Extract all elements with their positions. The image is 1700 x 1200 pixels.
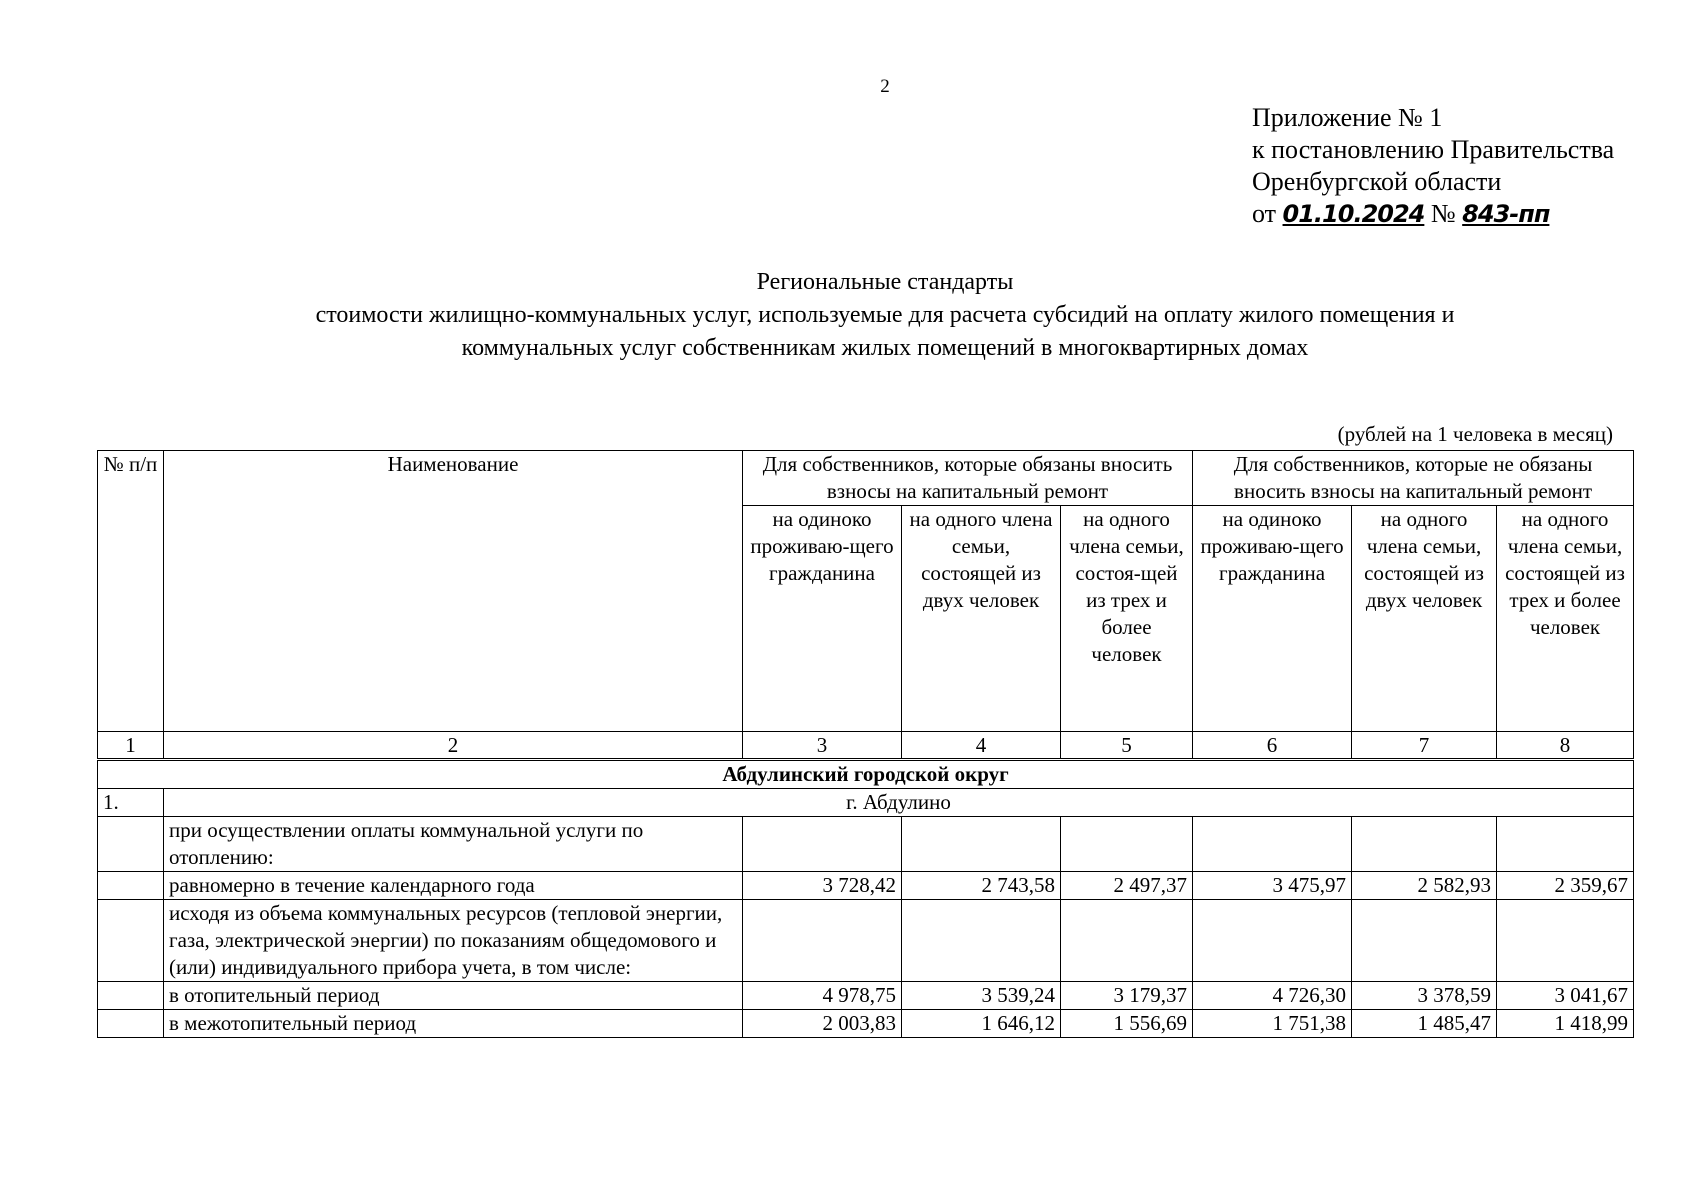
header-row-groups [98, 451, 1634, 506]
row-num-cell [98, 982, 164, 1010]
row-num-cell [98, 1010, 164, 1038]
value-cell: 3 539,24 [902, 982, 1061, 1010]
column-number: 3 [743, 732, 902, 760]
table-row [98, 900, 1634, 982]
appendix-date-line [1252, 198, 1614, 230]
title-line-1: Региональные стандарты [756, 269, 1014, 295]
value-cell: 2 497,37 [1061, 872, 1193, 900]
value-cell: 1 418,99 [1497, 1010, 1634, 1038]
number-prefix: № [1430, 199, 1456, 228]
value-cell: 3 378,59 [1352, 982, 1497, 1010]
settlement-name: г. Абдулино [164, 789, 1634, 817]
appendix-block [1252, 102, 1614, 230]
value-cell: 1 556,69 [1061, 1010, 1193, 1038]
row-name: при осуществлении оплаты коммунальной услуги по отоплению: [164, 817, 743, 872]
column-number: 7 [1352, 732, 1497, 760]
header-g1-two: на одного члена семьи, состоящей из двух человек [902, 506, 1061, 732]
header-g2-three: на одного члена семьи, состоящей из трех и более человек [1497, 506, 1634, 732]
header-name: Наименование [164, 451, 743, 732]
row-name: в межотопительный период [164, 1010, 743, 1038]
value-cell [1352, 817, 1497, 872]
value-cell: 3 475,97 [1193, 872, 1352, 900]
table-row [98, 982, 1634, 1010]
value-cell: 1 485,47 [1352, 1010, 1497, 1038]
header-g2-single: на одиноко проживаю-щего гражданина [1193, 506, 1352, 732]
value-cell: 2 003,83 [743, 1010, 902, 1038]
value-cell: 2 359,67 [1497, 872, 1634, 900]
table-row [98, 1010, 1634, 1038]
header-g1-three: на одного члена семьи, состоя-щей из трех и более человек [1061, 506, 1193, 732]
value-cell [1061, 900, 1193, 982]
column-numbers-row [98, 732, 1634, 760]
column-number: 8 [1497, 732, 1634, 760]
row-num-cell [98, 900, 164, 982]
row-name: исходя из объема коммунальных ресурсов (тепловой энергии, газа, электрической энергии) по показаниям общедомового и (или) индивидуального прибора учета, в том числе: [164, 900, 743, 982]
value-cell: 2 582,93 [1352, 872, 1497, 900]
appendix-region: Оренбургской области [1252, 167, 1502, 196]
header-num: № п/п [98, 451, 164, 732]
value-cell: 3 179,37 [1061, 982, 1193, 1010]
page-number: 2 [880, 76, 890, 97]
column-number: 2 [164, 732, 743, 760]
appendix-decree: к постановлению Правительства [1252, 135, 1615, 164]
document-title [0, 266, 1700, 365]
handwritten-number: 843-пп [1462, 200, 1550, 228]
value-cell: 1 751,38 [1193, 1010, 1352, 1038]
column-number: 6 [1193, 732, 1352, 760]
handwritten-date: 01.10.2024 [1282, 200, 1425, 228]
header-g1-single: на одиноко проживаю-щего гражданина [743, 506, 902, 732]
row-num-cell [98, 872, 164, 900]
title-line-3: коммунальных услуг собственникам жилых помещений в многоквартирных домах [461, 335, 1309, 361]
column-number: 5 [1061, 732, 1193, 760]
value-cell: 4 978,75 [743, 982, 902, 1010]
value-cell: 4 726,30 [1193, 982, 1352, 1010]
settlement-number: 1. [98, 789, 164, 817]
value-cell [1497, 817, 1634, 872]
value-cell: 3 728,42 [743, 872, 902, 900]
value-cell [743, 817, 902, 872]
date-prefix: от [1252, 199, 1277, 228]
district-name: Абдулинский городской округ [98, 760, 1634, 789]
row-name: в отопительный период [164, 982, 743, 1010]
header-group-obliged: Для собственников, которые обязаны вносить взносы на капитальный ремонт [743, 451, 1193, 506]
value-cell [1193, 900, 1352, 982]
value-cell [1352, 900, 1497, 982]
settlement-row [98, 789, 1634, 817]
table-row [98, 817, 1634, 872]
value-cell [902, 900, 1061, 982]
header-group-not-obliged: Для собственников, которые не обязаны вносить взносы на капитальный ремонт [1193, 451, 1634, 506]
standards-table [97, 450, 1634, 1038]
value-cell [1193, 817, 1352, 872]
value-cell [743, 900, 902, 982]
value-cell [1497, 900, 1634, 982]
value-cell: 1 646,12 [902, 1010, 1061, 1038]
value-cell [902, 817, 1061, 872]
column-number: 1 [98, 732, 164, 760]
row-name: равномерно в течение календарного года [164, 872, 743, 900]
value-cell: 2 743,58 [902, 872, 1061, 900]
header-g2-two: на одного члена семьи, состоящей из двух человек [1352, 506, 1497, 732]
units-note: (рублей на 1 человека в месяц) [1337, 422, 1613, 446]
value-cell: 3 041,67 [1497, 982, 1634, 1010]
title-line-2: стоимости жилищно-коммунальных услуг, используемые для расчета субсидий на оплату жилого помещения и [315, 302, 1455, 328]
table-row [98, 872, 1634, 900]
district-row [98, 760, 1634, 789]
column-number: 4 [902, 732, 1061, 760]
value-cell [1061, 817, 1193, 872]
row-num-cell [98, 817, 164, 872]
appendix-title: Приложение № 1 [1252, 103, 1443, 132]
